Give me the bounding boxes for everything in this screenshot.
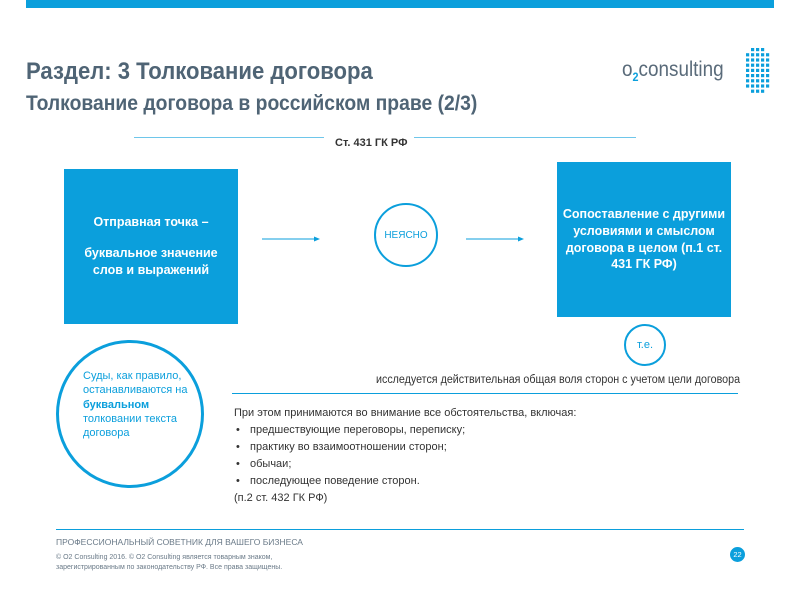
logo-dot bbox=[746, 53, 749, 56]
logo-dot bbox=[761, 74, 764, 77]
arrow-right-icon bbox=[262, 236, 320, 242]
page-number-badge bbox=[730, 547, 745, 562]
list-item: • практику во взаимоотношении сторон; bbox=[234, 439, 576, 456]
logo-dot bbox=[746, 79, 749, 82]
logo-dot bbox=[756, 79, 759, 82]
article-label: Ст. 431 ГК РФ bbox=[335, 137, 408, 149]
circumstances-list bbox=[234, 422, 576, 490]
comparison-text: Сопоставление с другими условиями и смыслом договора в целом (п.1 ст. 431 ГК РФ) bbox=[562, 206, 726, 272]
logo-dot bbox=[746, 74, 749, 77]
logo-dot bbox=[766, 84, 769, 87]
page-number: 22 bbox=[733, 550, 742, 559]
logo-dot bbox=[766, 74, 769, 77]
start-point-line1: Отправная точка – bbox=[93, 215, 209, 230]
logo-dot bbox=[751, 90, 754, 93]
logo-dot bbox=[746, 69, 749, 72]
logo-dot bbox=[751, 84, 754, 87]
article-line-right bbox=[414, 137, 636, 138]
logo-dot bbox=[766, 79, 769, 82]
logo-subscript: 2 bbox=[632, 70, 639, 84]
logo-dot bbox=[756, 84, 759, 87]
start-point-box bbox=[64, 169, 238, 324]
logo-dot bbox=[751, 64, 754, 67]
logo-dot bbox=[756, 74, 759, 77]
courts-note-bold: буквальном bbox=[83, 398, 150, 411]
page-subtitle: Толкование договора в российском праве (2/3) bbox=[26, 92, 478, 115]
logo-dot bbox=[761, 58, 764, 61]
logo-dot bbox=[761, 84, 764, 87]
start-point-line2: буквальное значение слов и выражений bbox=[84, 246, 218, 277]
logo-name: consulting bbox=[638, 58, 724, 81]
top-accent-bar bbox=[26, 0, 774, 8]
footer-copyright bbox=[56, 553, 282, 573]
logo-dot bbox=[756, 53, 759, 56]
circumstances-reference: (п.2 ст. 432 ГК РФ) bbox=[234, 492, 328, 505]
courts-note-text bbox=[83, 369, 193, 440]
copyright-line2: зарегистрированным по законодательству РФ. Все права защищены. bbox=[56, 564, 283, 572]
logo-dot bbox=[746, 64, 749, 67]
list-item: • последующее поведение сторон. bbox=[234, 473, 576, 490]
logo-dot bbox=[766, 58, 769, 61]
courts-note-after: толковании текста договора bbox=[83, 412, 178, 440]
courts-note-circle bbox=[56, 340, 204, 488]
logo-dot bbox=[751, 79, 754, 82]
logo-dot bbox=[751, 48, 754, 51]
logo-dots-icon bbox=[744, 46, 772, 96]
ie-circle bbox=[624, 324, 666, 366]
logo-dot bbox=[756, 58, 759, 61]
list-item: • предшествующие переговоры, переписку; bbox=[234, 422, 576, 439]
logo-dot bbox=[751, 69, 754, 72]
logo-dot bbox=[761, 90, 764, 93]
intent-divider bbox=[232, 393, 738, 394]
logo-dot bbox=[751, 58, 754, 61]
logo-prefix: o bbox=[622, 58, 633, 81]
logo-dot bbox=[751, 53, 754, 56]
logo-dot bbox=[761, 79, 764, 82]
arrow-right-icon bbox=[466, 236, 524, 242]
article-line-left bbox=[134, 137, 324, 138]
logo-dot bbox=[746, 84, 749, 87]
footer-slogan: ПРОФЕССИОНАЛЬНЫЙ СОВЕТНИК ДЛЯ ВАШЕГО БИЗНЕСА bbox=[56, 537, 303, 547]
logo-dot bbox=[766, 69, 769, 72]
intent-text: исследуется действительная общая воля сторон с учетом цели договора bbox=[376, 374, 741, 386]
logo-dot bbox=[761, 69, 764, 72]
unclear-label: НЕЯСНО bbox=[384, 229, 428, 241]
copyright-line1: © O2 Consulting 2016. © O2 Consulting является товарным знаком, bbox=[56, 554, 273, 561]
page-title: Раздел: 3 Толкование договора bbox=[26, 58, 373, 85]
logo-dot bbox=[756, 90, 759, 93]
logo-dot bbox=[756, 69, 759, 72]
circumstances-intro: При этом принимаются во внимание все обстоятельства, включая: bbox=[234, 407, 577, 419]
o2-consulting-logo bbox=[622, 46, 772, 98]
ie-label: т.е. bbox=[636, 339, 654, 351]
logo-dot bbox=[756, 64, 759, 67]
logo-dot bbox=[761, 53, 764, 56]
circumstances-block bbox=[234, 405, 576, 507]
unclear-circle bbox=[374, 203, 438, 267]
logo-dot bbox=[761, 48, 764, 51]
logo-dot bbox=[746, 58, 749, 61]
logo-text bbox=[622, 58, 724, 84]
logo-dot bbox=[751, 74, 754, 77]
courts-note-before: Суды, как правило, останавливаются на bbox=[83, 370, 188, 397]
logo-dot bbox=[766, 64, 769, 67]
logo-dot bbox=[766, 53, 769, 56]
logo-dot bbox=[761, 64, 764, 67]
comparison-box bbox=[557, 162, 731, 317]
footer-divider bbox=[56, 529, 744, 530]
list-item: • обычаи; bbox=[234, 456, 576, 473]
logo-dot bbox=[756, 48, 759, 51]
